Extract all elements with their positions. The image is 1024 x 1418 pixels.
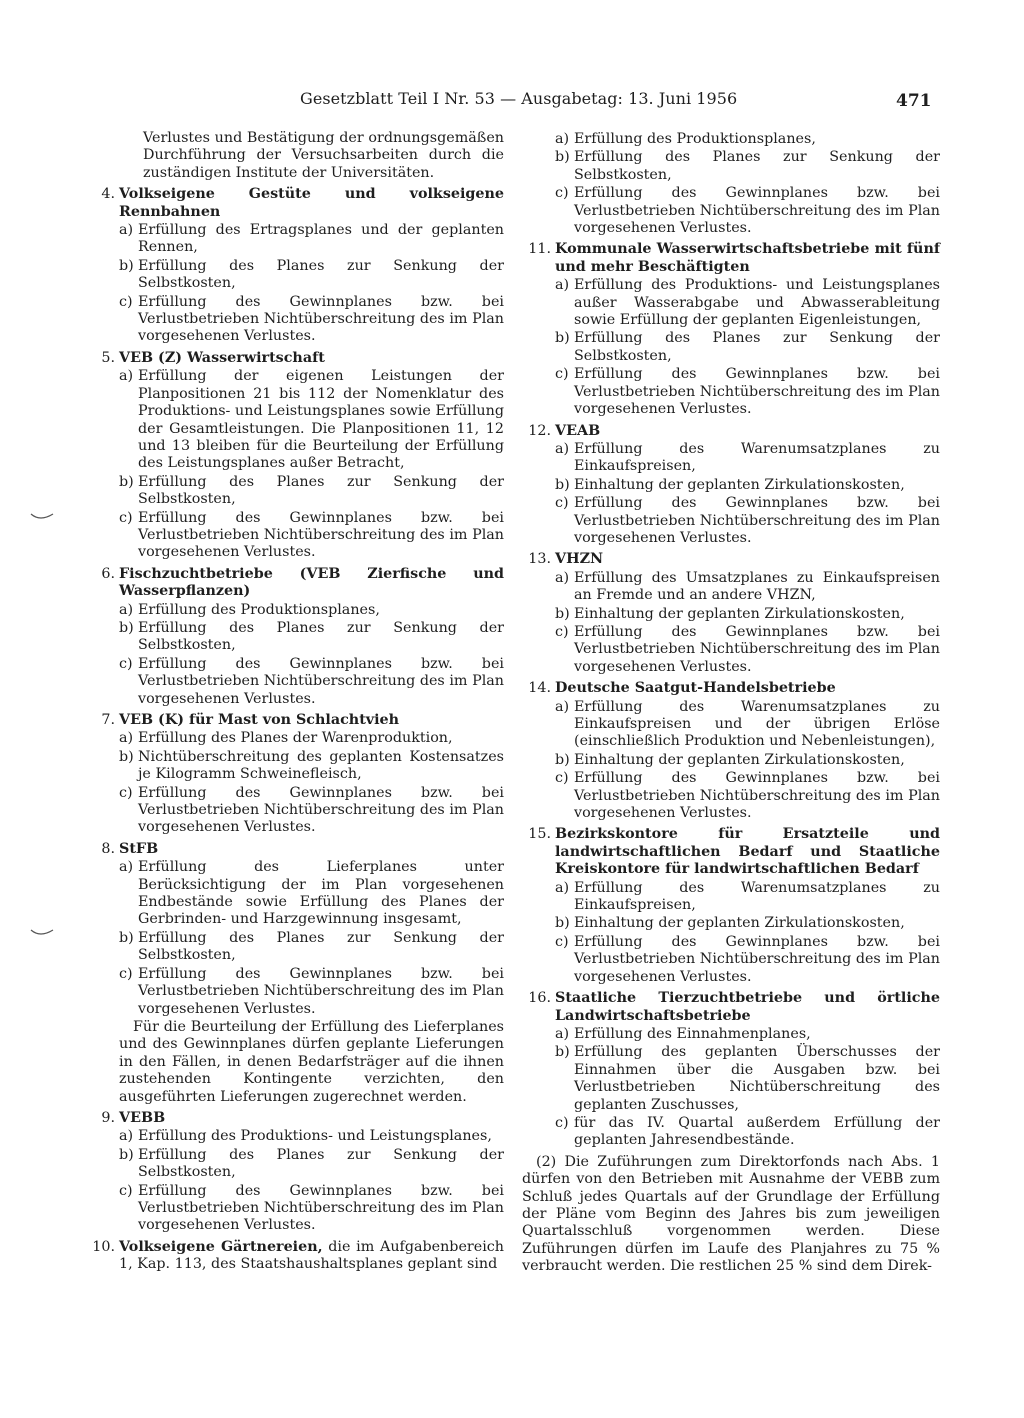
item-label: b) xyxy=(555,605,570,622)
list-item xyxy=(522,366,940,418)
item-text: Erfüllung des Planes zur Senkung der Selbstkosten, xyxy=(138,257,504,292)
section-number: 11. xyxy=(528,241,551,258)
list-item xyxy=(522,934,940,986)
item-label: b) xyxy=(119,619,134,636)
list-item xyxy=(522,149,940,184)
item-label: a) xyxy=(119,1128,134,1145)
item-label: c) xyxy=(119,655,133,672)
item-label: a) xyxy=(555,698,570,715)
section-title: Staatliche Tierzuchtbetriebe und örtliche Landwirtschaftsbetriebe xyxy=(555,990,940,1024)
section-4 xyxy=(86,186,504,346)
item-label: b) xyxy=(555,149,570,166)
item-label: b) xyxy=(119,473,134,490)
list-item xyxy=(86,785,504,837)
section-title: Volkseigene Gestüte und volkseigene Rennbahnen xyxy=(119,186,504,220)
left-column xyxy=(86,130,504,1278)
item-text: Erfüllung des Warenumsatzplanes zu Einkaufspreisen, xyxy=(574,879,940,914)
item-label: c) xyxy=(555,366,569,383)
item-text: Erfüllung des Produktionsplanes, xyxy=(574,131,816,147)
list-item xyxy=(86,602,504,619)
list-item xyxy=(522,880,940,915)
item-label: c) xyxy=(555,185,569,202)
section-5 xyxy=(86,350,504,562)
item-text: Einhaltung der geplanten Zirkulationskosten, xyxy=(574,751,905,768)
list-item xyxy=(86,620,504,655)
item-label: c) xyxy=(119,965,133,982)
section-7 xyxy=(86,712,504,837)
item-label: a) xyxy=(119,601,134,618)
section-number: 15. xyxy=(528,826,551,843)
item-text: Erfüllung des Umsatzplanes zu Einkaufspreisen an Fremde und an andere VHZN, xyxy=(574,569,940,604)
item-text: Erfüllung des Planes zur Senkung der Selbstkosten, xyxy=(138,929,504,964)
item-text: Erfüllung des Gewinnplanes bzw. bei Verlustbetrieben Nichtüberschreitung des im Plan vorgesehenen Verlustes. xyxy=(138,1182,504,1234)
item-label: c) xyxy=(555,623,569,640)
item-text: Erfüllung der eigenen Leistungen der Planpositionen 21 bis 112 der Nomenklatur des Produktions- und Leistungsplanes sowie Erfüllung der Gesamtleistungen. Die Planpositionen 11, 12 und 13 bleiben für die Beurteilung der Erfüllung des Leistungsplanes außer Betracht, xyxy=(138,368,504,472)
list-item xyxy=(522,330,940,365)
list-item xyxy=(86,1183,504,1235)
item-text: Erfüllung des Gewinnplanes bzw. bei Verlustbetrieben Nichtüberschreitung des im Plan vorgesehenen Verlustes. xyxy=(138,655,504,707)
continuation-text: Verlustes und Bestätigung der ordnungsgemäßen Durchführung der Versuchsarbeiten durch die zuständigen Institute der Universitäten. xyxy=(143,130,504,181)
item-text: Erfüllung des Warenumsatzplanes zu Einkaufspreisen, xyxy=(574,440,940,475)
section-title: VEB (Z) Wasserwirtschaft xyxy=(119,349,325,366)
item-text: Erfüllung des Planes zur Senkung der Selbstkosten, xyxy=(138,1146,504,1181)
item-label: b) xyxy=(555,330,570,347)
list-item xyxy=(86,966,504,1018)
item-label: b) xyxy=(119,1146,134,1163)
section-number: 7. xyxy=(101,712,115,728)
list-item xyxy=(86,730,504,747)
item-text: Erfüllung des Planes zur Senkung der Selbstkosten, xyxy=(574,149,940,183)
section-note: Für die Beurteilung der Erfüllung des Lieferplanes und des Gewinnplanes dürfen geplante Lieferungen in den Fällen, in denen Bedarfsträger auf die ihnen zustehenden Kontingente verzichten, den ausgeführten Lieferungen zugerechnet werden. xyxy=(119,1018,504,1105)
item-text: Erfüllung des Planes der Warenproduktion, xyxy=(138,730,453,747)
section-number: 14. xyxy=(528,680,551,697)
section-16 xyxy=(522,990,940,1150)
list-item xyxy=(522,1044,940,1114)
item-text: Erfüllung des geplanten Überschusses der Einnahmen über die Ausgaben bzw. bei Verlustbetrieben Nichtüberschreitung des geplanten Zuschusses, xyxy=(574,1044,940,1113)
list-item xyxy=(86,656,504,708)
section-number: 6. xyxy=(101,565,115,582)
paragraph-2: (2) Die Zuführungen zum Direktorfonds nach Abs. 1 dürfen von den Betrieben mit Ausnahme der VEBB zum Schluß jedes Quartals auf der Grundlage der Erfüllung der Pläne vom Beginn des Jahres bis zum jeweiligen Quartalsschluß vorgenommen werden. Diese Zuführungen dürfen im Laufe des Planjahres zu 75 % verbraucht werden. Die restlichen 25 % sind dem Direk- xyxy=(522,1153,940,1275)
list-item xyxy=(86,1147,504,1182)
item-label: b) xyxy=(119,257,134,274)
list-item xyxy=(522,277,940,329)
section-title: VEBB xyxy=(119,1109,166,1126)
item-label: c) xyxy=(119,293,133,310)
list-item xyxy=(522,477,940,494)
section-text: die im Aufgabenbereich 1, Kap. 113, des Staatshaushaltsplanes geplant sind xyxy=(119,1238,505,1273)
section-9 xyxy=(86,1110,504,1235)
item-text: Erfüllung des Planes zur Senkung der Selbstkosten, xyxy=(138,473,504,508)
item-label: b) xyxy=(555,1044,570,1061)
list-item xyxy=(86,474,504,509)
item-label: a) xyxy=(119,222,134,239)
section-11 xyxy=(522,241,940,418)
item-text: Erfüllung des Gewinnplanes bzw. bei Verlustbetrieben Nichtüberschreitung des im Plan vorgesehenen Verlustes. xyxy=(574,366,940,418)
item-label: a) xyxy=(119,859,134,876)
list-item xyxy=(86,859,504,929)
list-item xyxy=(522,699,940,751)
item-text: Nichtüberschreitung des geplanten Kostensatzes je Kilogramm Schweinefleisch, xyxy=(138,748,504,783)
list-item xyxy=(522,441,940,476)
item-label: a) xyxy=(555,277,570,294)
section-title: Volkseigene Gärtnereien, xyxy=(119,1238,323,1255)
item-label: b) xyxy=(555,476,570,493)
list-item xyxy=(522,752,940,769)
item-text: Erfüllung des Gewinnplanes bzw. bei Verlustbetrieben Nichtüberschreitung des im Plan vorgesehenen Verlustes. xyxy=(574,185,940,237)
item-label: c) xyxy=(119,784,133,801)
section-title: Kommunale Wasserwirtschaftsbetriebe mit fünf und mehr Beschäftigten xyxy=(555,241,940,275)
item-text: Erfüllung des Planes zur Senkung der Selbstkosten, xyxy=(574,330,940,364)
item-text: Erfüllung des Einnahmenplanes, xyxy=(574,1025,811,1042)
section-title: Bezirkskontore für Ersatzteile und landwirtschaftlichen Bedarf und Staatliche Kreiskontore für landwirtschaftlichen Bedarf xyxy=(555,826,940,878)
item-text: für das IV. Quartal außerdem Erfüllung der geplanten Jahresendbestände. xyxy=(574,1114,940,1149)
item-text: Erfüllung des Gewinnplanes bzw. bei Verlustbetrieben Nichtüberschreitung des im Plan vorgesehenen Verlustes. xyxy=(574,770,940,822)
item-label: b) xyxy=(119,929,134,946)
item-text: Erfüllung des Warenumsatzplanes zu Einkaufspreisen und der übrigen Erlöse (einschließlich Produktion und Nebenleistungen), xyxy=(574,698,940,750)
item-text: Erfüllung des Ertragsplanes und der geplanten Rennen, xyxy=(138,222,504,256)
item-text: Erfüllung des Planes zur Senkung der Selbstkosten, xyxy=(138,619,504,654)
item-label: b) xyxy=(555,915,570,932)
item-text: Erfüllung des Gewinnplanes bzw. bei Verlustbetrieben Nichtüberschreitung des im Plan vorgesehenen Verlustes. xyxy=(574,495,940,546)
item-text: Erfüllung des Produktions- und Leistungsplanes außer Wasserabgabe und Abwasserableitung sowie Erfüllung der geplanten Eigenleistungen, xyxy=(574,277,940,329)
section-number: 8. xyxy=(101,840,115,857)
section-heading-with-text xyxy=(119,1239,504,1274)
list-item xyxy=(522,624,940,676)
section-title: Fischzuchtbetriebe (VEB Zierfische und Wasserpflanzen) xyxy=(119,565,504,600)
list-item xyxy=(522,185,940,237)
item-label: a) xyxy=(119,730,134,747)
list-item xyxy=(86,368,504,472)
item-text: Erfüllung des Gewinnplanes bzw. bei Verlustbetrieben Nichtüberschreitung des im Plan vorgesehenen Verlustes. xyxy=(138,509,504,561)
item-label: b) xyxy=(119,748,134,765)
section-10-continued xyxy=(522,131,940,237)
list-item xyxy=(522,606,940,623)
list-item xyxy=(522,570,940,605)
section-6 xyxy=(86,566,504,708)
item-label: c) xyxy=(119,509,133,526)
section-14 xyxy=(522,680,940,822)
right-column xyxy=(522,130,940,1276)
item-text: Erfüllung des Gewinnplanes bzw. bei Verlustbetrieben Nichtüberschreitung des im Plan vorgesehenen Verlustes. xyxy=(138,965,504,1017)
item-label: c) xyxy=(555,1114,569,1131)
list-item xyxy=(522,1115,940,1150)
item-label: a) xyxy=(555,879,570,896)
item-text: Einhaltung der geplanten Zirkulationskosten, xyxy=(574,476,905,493)
section-number: 16. xyxy=(528,990,551,1007)
item-label: a) xyxy=(119,368,134,385)
section-number: 10. xyxy=(92,1238,115,1255)
item-label: a) xyxy=(555,131,570,147)
item-text: Erfüllung des Gewinnplanes bzw. bei Verlustbetrieben Nichtüberschreitung des im Plan vorgesehenen Verlustes. xyxy=(574,933,940,985)
list-item xyxy=(522,915,940,932)
item-label: a) xyxy=(555,440,570,457)
item-text: Erfüllung des Gewinnplanes bzw. bei Verlustbetrieben Nichtüberschreitung des im Plan vorgesehenen Verlustes. xyxy=(138,784,504,836)
item-text: Erfüllung des Produktionsplanes, xyxy=(138,601,380,618)
list-item xyxy=(86,258,504,293)
item-label: c) xyxy=(555,933,569,950)
list-item xyxy=(522,131,940,148)
section-13 xyxy=(522,551,940,676)
section-title: Deutsche Saatgut-Handelsbetriebe xyxy=(555,680,836,697)
item-label: c) xyxy=(555,770,569,787)
section-number: 13. xyxy=(528,551,551,568)
item-text: Erfüllung des Lieferplanes unter Berücksichtigung der im Plan vorgesehenen Endbestände sowie Erfüllung des Planes der Gerbrinden- und Harzgewinnung insgesamt, xyxy=(138,859,504,928)
item-label: b) xyxy=(555,751,570,768)
section-8 xyxy=(86,841,504,1106)
section-title: VEAB xyxy=(555,422,601,439)
item-label: a) xyxy=(555,569,570,586)
page-number: 471 xyxy=(896,91,932,111)
scan-mark xyxy=(30,928,54,938)
section-10 xyxy=(86,1239,504,1274)
section-number: 12. xyxy=(528,422,551,439)
section-title: VEB (K) für Mast von Schlachtvieh xyxy=(119,712,400,728)
scan-mark xyxy=(30,512,54,522)
section-number: 4. xyxy=(101,186,115,203)
section-number: 5. xyxy=(101,349,115,366)
list-item xyxy=(86,222,504,257)
section-title: VHZN xyxy=(555,551,604,568)
section-15 xyxy=(522,826,940,986)
list-item xyxy=(522,1026,940,1043)
item-text: Erfüllung des Produktions- und Leistungsplanes, xyxy=(138,1128,492,1145)
list-item xyxy=(86,1128,504,1145)
list-item xyxy=(522,770,940,822)
item-text: Einhaltung der geplanten Zirkulationskosten, xyxy=(574,605,905,622)
item-text: Erfüllung des Gewinnplanes bzw. bei Verlustbetrieben Nichtüberschreitung des im Plan vorgesehenen Verlustes. xyxy=(138,293,504,345)
item-label: a) xyxy=(555,1025,570,1042)
item-label: c) xyxy=(119,1182,133,1199)
list-item xyxy=(86,510,504,562)
item-text: Erfüllung des Gewinnplanes bzw. bei Verlustbetrieben Nichtüberschreitung des im Plan vorgesehenen Verlustes. xyxy=(574,623,940,675)
list-item xyxy=(522,495,940,547)
section-12 xyxy=(522,423,940,548)
list-item xyxy=(86,294,504,346)
list-item xyxy=(86,749,504,784)
item-label: c) xyxy=(555,495,569,512)
header-title: Gesetzblatt Teil I Nr. 53 — Ausgabetag: 13. Juni 1956 xyxy=(300,89,738,108)
section-title: StFB xyxy=(119,840,159,857)
item-text: Einhaltung der geplanten Zirkulationskosten, xyxy=(574,915,905,932)
section-number: 9. xyxy=(101,1109,115,1126)
list-item xyxy=(86,930,504,965)
